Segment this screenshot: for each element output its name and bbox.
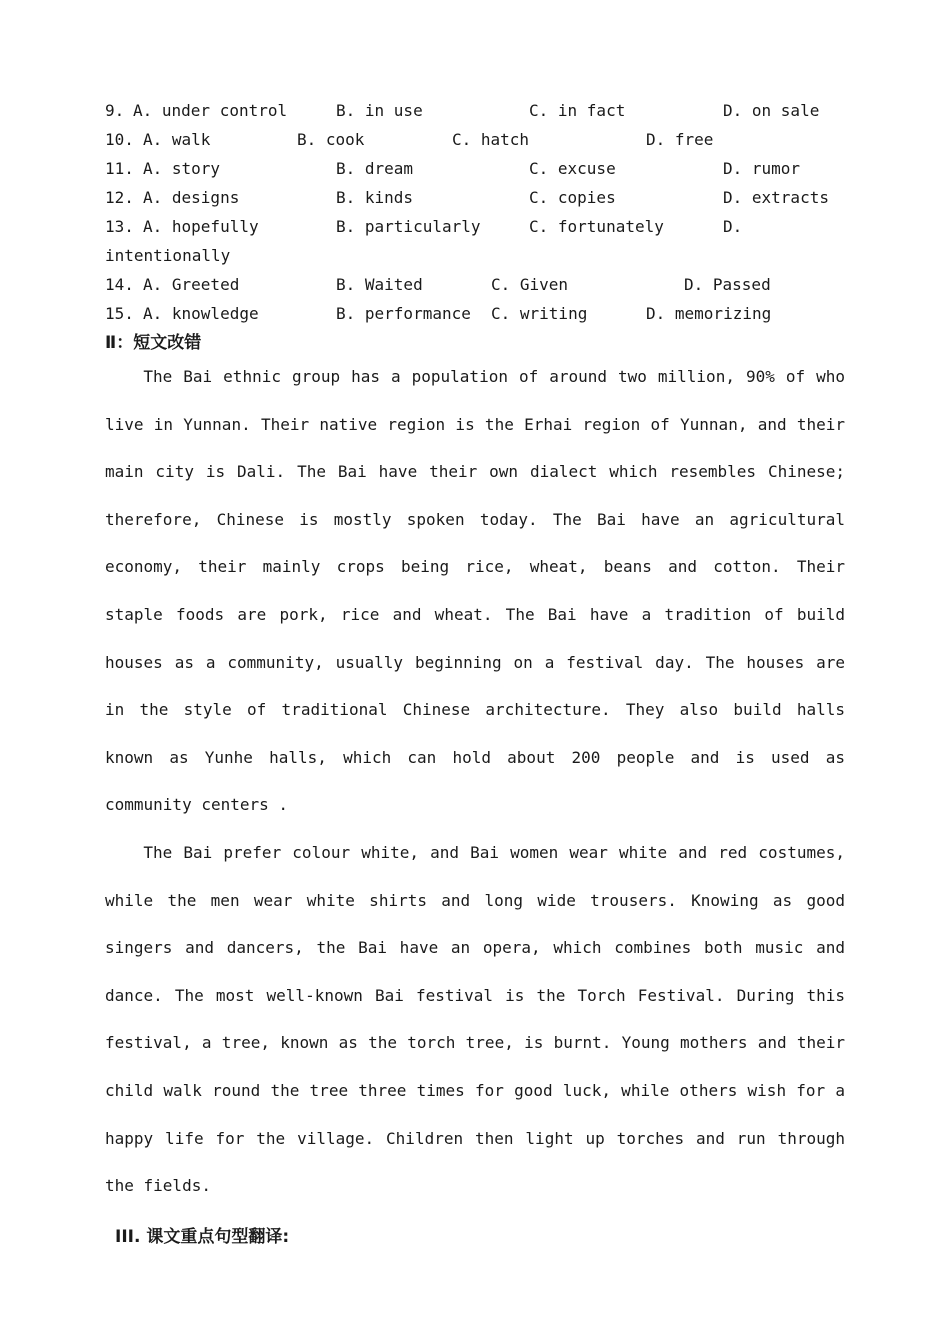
- passage-paragraph: The Bai ethnic group has a population of around two million, 90% of who live in Yunnan. Their native region is the Erhai region of Yunnan, and their main city is Dali. The Bai have their own dialect which resembles Chinese; therefore, Chinese is mostly spoken today. The Bai have an agricultural economy, their mainly crops being rice, wheat, beans and cotton. Their staple foods are pork, rice and wheat. The Bai have a tradition of build houses as a community, usually beginning on a festival day. The houses are in the style of traditional Chinese architecture. They also build halls known as Yunhe halls, which can hold about 200 people and is used as community centers .: [105, 367, 845, 815]
- document-page: [105, 99, 845, 1247]
- option-d: D. rumor: [723, 159, 801, 178]
- option-b: B. dream: [336, 159, 414, 178]
- passage: [105, 353, 845, 1210]
- option-b: B. Waited: [336, 275, 423, 294]
- option-d: D. on sale: [723, 101, 820, 120]
- option-a: A. walk: [143, 130, 211, 149]
- option-c: C. in fact: [529, 101, 626, 120]
- option-d: D. free: [646, 130, 714, 149]
- option-c: C. excuse: [529, 159, 616, 178]
- question-number: 12.: [105, 188, 134, 207]
- question-number: 9.: [105, 101, 125, 120]
- question-row: [105, 186, 845, 215]
- question-row: [105, 302, 845, 331]
- question-row: [105, 273, 845, 302]
- passage-paragraph: The Bai prefer colour white, and Bai women wear white and red costumes, while the men wear white shirts and long wide trousers. Knowing as good singers and dancers, the Bai have an opera, which combines both music and dance. The most well-known Bai festival is the Torch Festival. During this festival, a tree, known as the torch tree, is burnt. Young mothers and their child walk round the tree three times for good luck, while others wish for a happy life for the village. Children then light up torches and run through the fields.: [105, 842, 845, 1196]
- option-d: D. Passed: [684, 275, 771, 294]
- option-a: A. story: [143, 159, 221, 178]
- option-a: A. hopefully: [143, 217, 259, 236]
- question-row: [105, 157, 845, 186]
- option-c: C. copies: [529, 188, 616, 207]
- question-number: 14.: [105, 275, 134, 294]
- option-b: B. kinds: [336, 188, 414, 207]
- section-heading-translation: III. 课文重点句型翻译:: [115, 1226, 290, 1247]
- question-row: [105, 215, 845, 244]
- option-c: C. fortunately: [529, 217, 664, 236]
- option-b: B. cook: [297, 130, 365, 149]
- question-number: 13.: [105, 217, 134, 236]
- option-c: C. writing: [491, 304, 588, 323]
- option-b: B. performance: [336, 304, 471, 323]
- question-list: [105, 99, 845, 331]
- option-d: D. memorizing: [646, 304, 772, 323]
- option-a: A. under control: [133, 101, 288, 120]
- question-number: 15.: [105, 304, 134, 323]
- option-d: D. extracts: [723, 188, 829, 207]
- question-number: 11.: [105, 159, 134, 178]
- option-d: D.: [723, 217, 743, 236]
- option-a: A. Greeted: [143, 275, 240, 294]
- option-c: C. hatch: [452, 130, 530, 149]
- option-d-wrapped: intentionally: [105, 246, 231, 265]
- question-row: [105, 99, 845, 128]
- option-a: A. knowledge: [143, 304, 259, 323]
- option-b: B. in use: [336, 101, 423, 120]
- question-number: 10.: [105, 130, 134, 149]
- section-heading-error-correction: Ⅱ：短文改错: [105, 333, 202, 353]
- option-b: B. particularly: [336, 217, 481, 236]
- question-row: [105, 128, 845, 157]
- option-c: C. Given: [491, 275, 569, 294]
- option-a: A. designs: [143, 188, 240, 207]
